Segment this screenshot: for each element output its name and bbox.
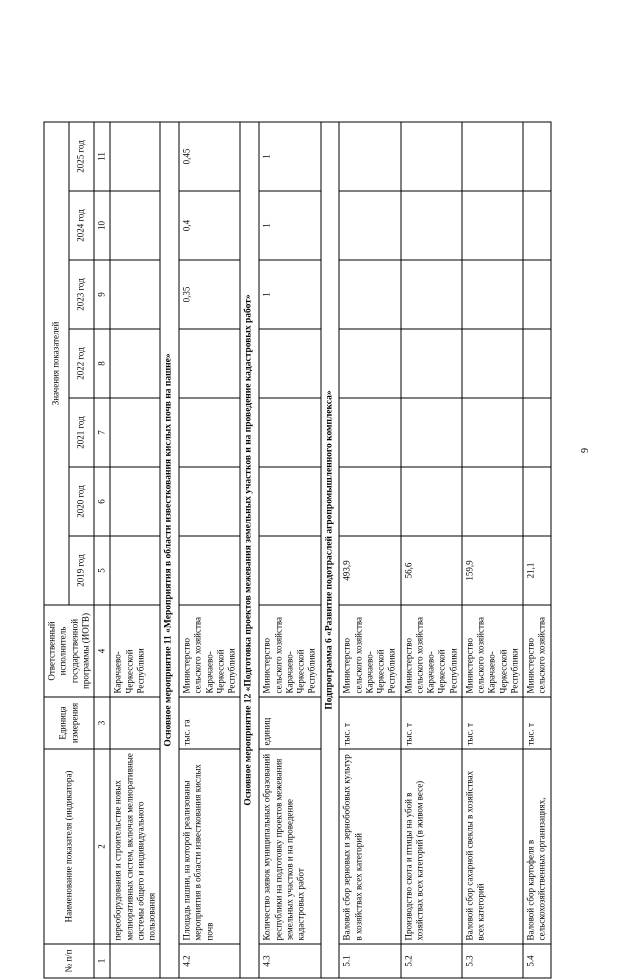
row-value: 493,9 [339,536,400,605]
row-value [523,398,551,467]
row-value [259,398,320,467]
row-value [401,467,462,536]
row-value [110,122,160,191]
row-value [179,398,240,467]
section-title: Основное мероприятие 11 «Мероприятия в области известкования кислых почв на пашне» [160,122,179,978]
row-value: 159,9 [462,536,523,605]
index-cell: 2 [94,749,110,944]
row-name: Производство скота и птицы на убой в хозяйствах всех категорий (в живом весе) [401,749,462,944]
row-value [110,191,160,260]
row-value [401,398,462,467]
table-row [339,122,400,978]
row-num: 5.4 [523,944,551,978]
row-value: 1 [259,122,320,191]
row-value [339,191,400,260]
row-value [339,329,400,398]
row-value [339,122,400,191]
row-value [179,329,240,398]
index-cell: 7 [94,398,110,467]
page-number: 9 [580,448,591,453]
index-cell: 3 [94,697,110,749]
header-year: 2024 год [69,191,94,260]
row-value [110,398,160,467]
section-row [160,122,179,978]
index-cell: 5 [94,536,110,605]
index-cell: 10 [94,191,110,260]
table-body [110,122,550,978]
index-cell: 11 [94,122,110,191]
header-year: 2022 год [69,329,94,398]
row-num: 4.2 [179,944,240,978]
index-cell: 4 [94,605,110,697]
row-value [110,467,160,536]
row-value: 0,45 [179,122,240,191]
row-value [462,122,523,191]
table-row [110,122,160,978]
row-num: 5.2 [401,944,462,978]
row-responsible: Карачаево-Черкесской Республики [110,605,160,697]
row-responsible: Министерство сельского хозяйства Карачаево-Черкесской Республики [259,605,320,697]
row-num: 5.3 [462,944,523,978]
row-value: 21,1 [523,536,551,605]
row-num: 4.3 [259,944,320,978]
row-name: Валовой сбор зерновых и зернобобовых культур в хозяйствах всех категорий [339,749,400,944]
row-value: 1 [259,191,320,260]
row-value [110,536,160,605]
header-year: 2025 год [69,122,94,191]
header-year: 2023 год [69,260,94,329]
header-unit: Единица измерения [44,697,94,749]
row-value [339,260,400,329]
table-row [523,122,551,978]
row-unit [110,697,160,749]
row-unit: тыс. т [401,697,462,749]
row-responsible: Министерство сельского хозяйства Карачаево-Черкесской Республики [462,605,523,697]
row-unit: тыс. т [462,697,523,749]
row-value [259,329,320,398]
header-year: 2020 год [69,467,94,536]
row-responsible: Министерство сельского хозяйства [523,605,551,697]
row-value [401,122,462,191]
row-value [339,467,400,536]
row-value [339,398,400,467]
row-name: переоборудования и строительстве новых мелиоративных систем, включая мелиоративные системы общего и индивидуального пользования [110,749,160,944]
table-row [462,122,523,978]
row-value [462,467,523,536]
indicators-table [44,121,552,978]
row-name: Валовой сбор картофеля в сельскохозяйственных организациях, [523,749,551,944]
row-value: 0,4 [179,191,240,260]
section-row [321,122,340,978]
row-value [179,536,240,605]
index-cell: 1 [94,944,110,978]
table-row [401,122,462,978]
row-value [523,467,551,536]
row-value [523,122,551,191]
row-responsible: Министерство сельского хозяйства Карачаево-Черкесской Республики [179,605,240,697]
row-name: Площадь пашни, на которой реализованы мероприятия в области известкования кислых почв [179,749,240,944]
row-value [401,260,462,329]
row-value [523,260,551,329]
row-unit: тыс. т [523,697,551,749]
table-row [179,122,240,978]
section-title: Подпрограмма 6 «Развитие подотраслей агропромышленного комплекса» [321,122,340,978]
header-responsible: Ответственный исполнитель государственной программы (ИОГВ) [44,605,94,697]
row-value [259,536,320,605]
header-values: Значения показателей [44,122,69,605]
header-name: Наименование показателя (индикатора) [44,749,94,944]
row-num [110,944,160,978]
index-cell: 8 [94,329,110,398]
row-name: Количество заявок муниципальных образований республики на подготовку проектов межевания земельных участков и на проведение кадастровых работ [259,749,320,944]
header-year: 2021 год [69,398,94,467]
row-value: 56,6 [401,536,462,605]
row-value [401,329,462,398]
header-year: 2019 год [69,536,94,605]
row-value [462,191,523,260]
row-num: 5.1 [339,944,400,978]
row-responsible: Министерство сельского хозяйства Карачаево-Черкесской Республики [401,605,462,697]
row-value [110,260,160,329]
row-value [462,398,523,467]
row-value [462,329,523,398]
section-title: Основное мероприятие 12 «Подготовка проектов межевания земельных участков и на проведение кадастровых работ» [240,122,259,978]
row-value [110,329,160,398]
row-value [259,467,320,536]
table-row [259,122,320,978]
index-cell: 9 [94,260,110,329]
row-unit: единиц [259,697,320,749]
row-value [462,260,523,329]
row-value [523,191,551,260]
index-cell: 6 [94,467,110,536]
row-responsible: Министерство сельского хозяйства Карачаево-Черкесской Республики [339,605,400,697]
header-num: № п/п [44,944,94,978]
row-value [523,329,551,398]
row-unit: тыс. га [179,697,240,749]
row-value [401,191,462,260]
row-value: 1 [259,260,320,329]
rotated-table-wrapper [44,122,590,979]
row-name: Валовой сбор сахарной свеклы в хозяйствах всех категорий [462,749,523,944]
row-value [179,467,240,536]
row-value: 0,35 [179,260,240,329]
header-index-row [94,122,110,978]
section-row [240,122,259,978]
row-unit: тыс. т [339,697,400,749]
